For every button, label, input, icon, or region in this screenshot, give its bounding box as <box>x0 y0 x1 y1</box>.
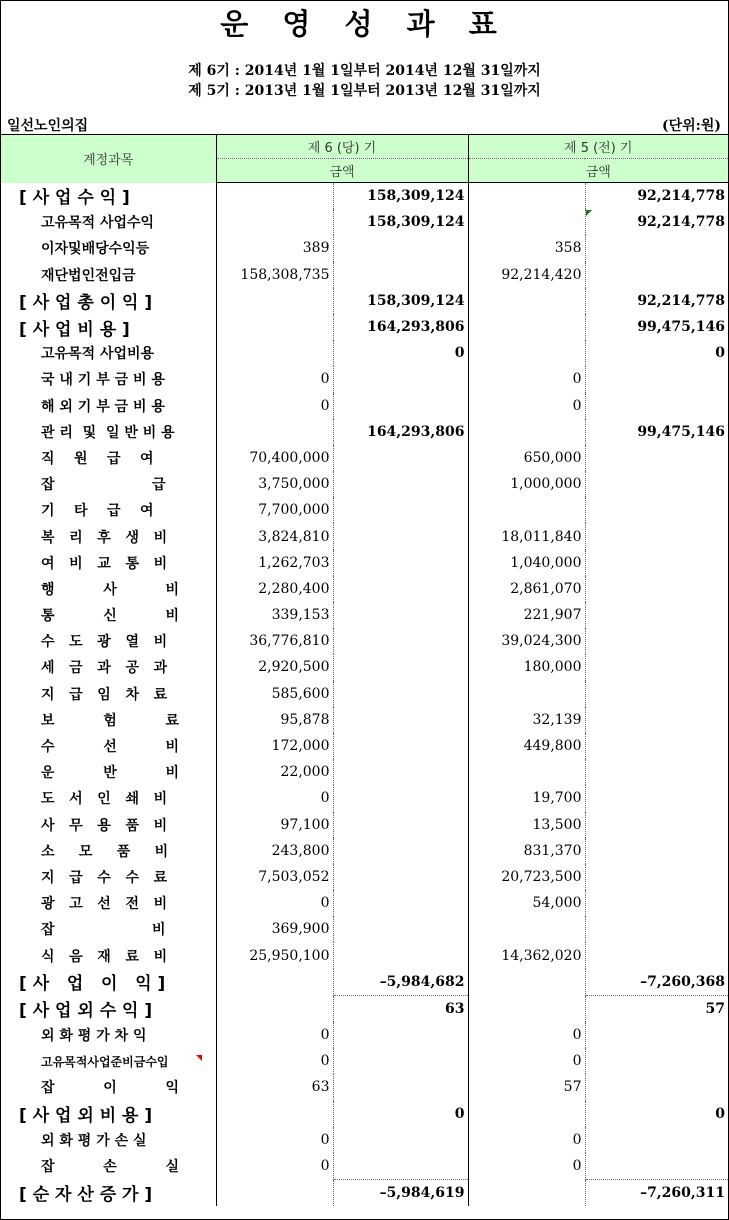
current-total-amount <box>333 262 468 288</box>
prior-total-amount <box>585 707 728 733</box>
current-total-amount <box>333 576 468 602</box>
account-label: 복 리 후 생 비 <box>41 529 168 546</box>
current-total-amount <box>333 1127 468 1153</box>
account-label: 사 무 용 품 비 <box>41 817 168 834</box>
account-label: 지 급 임 차 료 <box>41 686 168 703</box>
current-total-amount <box>333 1153 468 1180</box>
current-detail-amount <box>216 419 333 445</box>
account-label: 식 음 재 료 비 <box>41 948 168 965</box>
prior-detail-amount: 0 <box>468 393 585 419</box>
account-label: 고유목적사업준비금수입 <box>41 1054 169 1069</box>
prior-total-amount <box>585 393 728 419</box>
table-row <box>1 393 728 419</box>
prior-total-amount <box>585 890 728 916</box>
current-total-amount <box>333 916 468 942</box>
table-row <box>1 497 728 523</box>
table-row <box>1 183 728 210</box>
table-row <box>1 628 728 654</box>
account-label: 외 화 평 가 차 익 <box>41 1028 147 1045</box>
prior-detail-amount <box>468 419 585 445</box>
current-detail-amount <box>216 1101 333 1127</box>
current-total-amount <box>333 785 468 811</box>
account-label: 수 선 비 <box>41 739 180 756</box>
prior-total-amount <box>585 1048 728 1074</box>
prior-detail-amount: 650,000 <box>468 445 585 471</box>
prior-total-amount <box>585 523 728 549</box>
prior-detail-amount <box>468 288 585 314</box>
account-label: 소 모 품 비 <box>41 843 169 860</box>
prior-total-amount <box>585 733 728 759</box>
table-row <box>1 445 728 471</box>
period-prior: 제 5기 : 2013년 1월 1일부터 2013년 12월 31일까지 <box>188 83 541 99</box>
prior-total-amount: 92,214,778 <box>585 183 728 210</box>
current-total-amount <box>333 1074 468 1100</box>
current-total-amount <box>333 838 468 864</box>
prior-detail-amount: 20,723,500 <box>468 864 585 890</box>
prior-total-amount <box>585 602 728 628</box>
account-label: [ 순 자 산 증 가 ] <box>19 1185 153 1206</box>
prior-detail-amount <box>468 497 585 523</box>
prior-detail-amount <box>468 1101 585 1127</box>
account-label: [ 사 업 외 비 용 ] <box>19 1106 153 1127</box>
current-detail-amount: 158,308,735 <box>216 262 333 288</box>
current-total-amount <box>333 1022 468 1048</box>
current-detail-amount: 0 <box>216 785 333 811</box>
current-detail-amount: 36,776,810 <box>216 628 333 654</box>
prior-total-amount <box>585 262 728 288</box>
current-total-amount <box>333 550 468 576</box>
current-detail-amount: 585,600 <box>216 681 333 707</box>
account-label: [ 사 업 수 익 ] <box>19 188 130 209</box>
current-detail-amount <box>216 288 333 314</box>
current-detail-amount: 7,503,052 <box>216 864 333 890</box>
current-detail-amount: 25,950,100 <box>216 942 333 968</box>
prior-total-amount <box>585 681 728 707</box>
prior-total-amount <box>585 366 728 392</box>
statement-table <box>1 134 728 1206</box>
prior-total-amount <box>585 445 728 471</box>
current-detail-amount: 0 <box>216 1022 333 1048</box>
table-row <box>1 916 728 942</box>
account-label: 세 금 과 공 과 <box>41 660 168 677</box>
current-total-amount <box>333 864 468 890</box>
current-detail-amount <box>216 995 333 1022</box>
current-total-amount <box>333 812 468 838</box>
prior-total-amount <box>585 916 728 942</box>
account-column-header: 계정과목 <box>1 135 216 183</box>
prior-detail-amount: 2,861,070 <box>468 576 585 602</box>
prior-total-amount: 92,214,778 <box>585 209 728 235</box>
table-row <box>1 864 728 890</box>
current-amount-header: 금액 <box>216 159 468 183</box>
table-row <box>1 523 728 549</box>
table-row <box>1 419 728 445</box>
current-detail-amount: 339,153 <box>216 602 333 628</box>
table-row <box>1 288 728 314</box>
prior-total-amount: 92,214,778 <box>585 288 728 314</box>
prior-total-amount <box>585 235 728 261</box>
table-row <box>1 812 728 838</box>
prior-total-amount <box>585 497 728 523</box>
prior-period-header: 제 5 (전) 기 <box>468 135 728 159</box>
table-row <box>1 733 728 759</box>
account-label: 관 리 및 일 반 비 용 <box>41 424 175 441</box>
cell-comment-marker <box>586 210 592 216</box>
table-row <box>1 995 728 1022</box>
table-row <box>1 1127 728 1153</box>
prior-detail-amount <box>468 681 585 707</box>
current-detail-amount: 3,750,000 <box>216 471 333 497</box>
table-row <box>1 1048 728 1074</box>
prior-detail-amount <box>468 340 585 366</box>
current-detail-amount <box>216 314 333 340</box>
prior-detail-amount: 39,024,300 <box>468 628 585 654</box>
prior-total-amount: 99,475,146 <box>585 419 728 445</box>
account-label: 통 신 비 <box>41 608 180 625</box>
prior-detail-amount <box>468 916 585 942</box>
table-row <box>1 759 728 785</box>
account-label: 고유목적 사업수익 <box>41 215 155 232</box>
account-label: 보 험 료 <box>41 712 180 729</box>
current-detail-amount: 3,824,810 <box>216 523 333 549</box>
account-label: 잡 손 실 <box>41 1159 180 1176</box>
table-row <box>1 550 728 576</box>
table-row <box>1 602 728 628</box>
table-row <box>1 681 728 707</box>
current-detail-amount: 7,700,000 <box>216 497 333 523</box>
current-detail-amount <box>216 183 333 210</box>
current-detail-amount: 97,100 <box>216 812 333 838</box>
current-detail-amount <box>216 209 333 235</box>
current-total-amount: 164,293,806 <box>333 419 468 445</box>
prior-detail-amount <box>468 995 585 1022</box>
account-label: 지 급 수 수 료 <box>41 869 168 886</box>
table-row <box>1 1022 728 1048</box>
current-total-amount <box>333 1048 468 1074</box>
current-total-amount: –5,984,682 <box>333 969 468 996</box>
current-detail-amount: 95,878 <box>216 707 333 733</box>
prior-total-amount <box>585 1153 728 1180</box>
account-label: 직 원 급 여 <box>41 450 154 467</box>
account-label: 운 반 비 <box>41 765 180 782</box>
current-total-amount <box>333 628 468 654</box>
account-label: 행 사 비 <box>41 581 180 598</box>
current-total-amount <box>333 942 468 968</box>
account-label: 잡 비 <box>41 922 166 939</box>
current-total-amount <box>333 654 468 680</box>
current-total-amount: 0 <box>333 1101 468 1127</box>
current-total-amount <box>333 890 468 916</box>
current-detail-amount: 243,800 <box>216 838 333 864</box>
account-label: 여 비 교 통 비 <box>41 555 168 572</box>
prior-detail-amount <box>468 209 585 235</box>
prior-detail-amount: 1,040,000 <box>468 550 585 576</box>
prior-total-amount <box>585 576 728 602</box>
table-row <box>1 235 728 261</box>
prior-detail-amount <box>468 759 585 785</box>
account-label: [ 사 업 비 용 ] <box>19 319 130 340</box>
current-total-amount <box>333 733 468 759</box>
prior-detail-amount: 18,011,840 <box>468 523 585 549</box>
account-label: 재단법인전입금 <box>41 267 136 284</box>
account-label: 고유목적 사업비용 <box>41 346 155 363</box>
account-label: 이자및배당수익등 <box>41 241 150 258</box>
prior-total-amount: 0 <box>585 1101 728 1127</box>
account-label: 광 고 선 전 비 <box>41 896 168 913</box>
current-detail-amount: 0 <box>216 1127 333 1153</box>
current-total-amount <box>333 445 468 471</box>
current-total-amount: 164,293,806 <box>333 314 468 340</box>
prior-total-amount <box>585 654 728 680</box>
account-label: 국 내 기 부 금 비 용 <box>41 372 165 389</box>
prior-detail-amount: 0 <box>468 1127 585 1153</box>
table-row <box>1 340 728 366</box>
current-detail-amount: 0 <box>216 393 333 419</box>
current-total-amount: 158,309,124 <box>333 288 468 314</box>
prior-total-amount <box>585 550 728 576</box>
prior-total-amount: 57 <box>585 995 728 1022</box>
prior-detail-amount <box>468 183 585 210</box>
current-total-amount: 0 <box>333 340 468 366</box>
table-row <box>1 890 728 916</box>
account-label: [ 사 업 이 익 ] <box>19 974 166 995</box>
prior-detail-amount: 92,214,420 <box>468 262 585 288</box>
current-total-amount <box>333 366 468 392</box>
prior-detail-amount <box>468 1180 585 1207</box>
account-label: 수 도 광 열 비 <box>41 634 168 651</box>
table-row <box>1 471 728 497</box>
table-row <box>1 1101 728 1127</box>
prior-total-amount: 99,475,146 <box>585 314 728 340</box>
current-detail-amount: 63 <box>216 1074 333 1100</box>
prior-detail-amount: 14,362,020 <box>468 942 585 968</box>
prior-detail-amount: 0 <box>468 1048 585 1074</box>
prior-detail-amount: 221,907 <box>468 602 585 628</box>
table-row <box>1 969 728 996</box>
account-label: 도 서 인 쇄 비 <box>41 791 168 808</box>
current-total-amount <box>333 759 468 785</box>
current-detail-amount <box>216 969 333 996</box>
account-label: 해 외 기 부 금 비 용 <box>41 398 165 415</box>
table-row <box>1 1153 728 1180</box>
current-total-amount <box>333 471 468 497</box>
prior-total-amount: 0 <box>585 340 728 366</box>
prior-total-amount <box>585 1022 728 1048</box>
current-total-amount <box>333 497 468 523</box>
current-total-amount <box>333 602 468 628</box>
table-row <box>1 654 728 680</box>
current-total-amount <box>333 707 468 733</box>
unit-label: (단위:원) <box>662 118 721 134</box>
current-detail-amount: 2,280,400 <box>216 576 333 602</box>
prior-total-amount <box>585 812 728 838</box>
prior-total-amount <box>585 759 728 785</box>
prior-total-amount: –7,260,311 <box>585 1180 728 1207</box>
current-total-amount: 158,309,124 <box>333 209 468 235</box>
prior-detail-amount <box>468 969 585 996</box>
current-detail-amount: 0 <box>216 890 333 916</box>
prior-total-amount <box>585 785 728 811</box>
table-row <box>1 576 728 602</box>
current-detail-amount: 172,000 <box>216 733 333 759</box>
prior-detail-amount: 0 <box>468 1153 585 1180</box>
current-detail-amount: 369,900 <box>216 916 333 942</box>
prior-total-amount <box>585 1127 728 1153</box>
current-total-amount <box>333 235 468 261</box>
table-row <box>1 366 728 392</box>
current-detail-amount: 70,400,000 <box>216 445 333 471</box>
account-label: 잡 급 <box>41 477 166 494</box>
table-row <box>1 314 728 340</box>
current-detail-amount: 0 <box>216 1048 333 1074</box>
current-total-amount: 63 <box>333 995 468 1022</box>
prior-detail-amount: 19,700 <box>468 785 585 811</box>
account-label: [ 사 업 외 수 익 ] <box>19 1001 153 1022</box>
account-label: 외 화 평 가 손 실 <box>41 1132 147 1149</box>
prior-detail-amount: 831,370 <box>468 838 585 864</box>
prior-detail-amount: 449,800 <box>468 733 585 759</box>
current-detail-amount: 2,920,500 <box>216 654 333 680</box>
cell-comment-marker <box>196 1055 202 1061</box>
current-detail-amount: 389 <box>216 235 333 261</box>
prior-detail-amount: 180,000 <box>468 654 585 680</box>
current-total-amount <box>333 681 468 707</box>
prior-detail-amount: 0 <box>468 1022 585 1048</box>
prior-detail-amount: 358 <box>468 235 585 261</box>
prior-amount-header: 금액 <box>468 159 728 183</box>
current-total-amount <box>333 523 468 549</box>
prior-detail-amount: 54,000 <box>468 890 585 916</box>
prior-detail-amount: 32,139 <box>468 707 585 733</box>
prior-total-amount: –7,260,368 <box>585 969 728 996</box>
table-row <box>1 942 728 968</box>
current-detail-amount <box>216 340 333 366</box>
account-label: [ 사 업 총 이 익 ] <box>19 293 153 314</box>
prior-total-amount <box>585 864 728 890</box>
prior-detail-amount <box>468 314 585 340</box>
organization-name: 일선노인의집 <box>7 118 89 134</box>
current-detail-amount: 1,262,703 <box>216 550 333 576</box>
current-detail-amount: 0 <box>216 1153 333 1180</box>
prior-detail-amount: 13,500 <box>468 812 585 838</box>
table-row <box>1 707 728 733</box>
table-row <box>1 1180 728 1207</box>
prior-total-amount <box>585 942 728 968</box>
current-total-amount: 158,309,124 <box>333 183 468 210</box>
current-total-amount <box>333 393 468 419</box>
table-row <box>1 838 728 864</box>
period-current: 제 6기 : 2014년 1월 1일부터 2014년 12월 31일까지 <box>188 63 541 79</box>
table-row <box>1 1074 728 1100</box>
table-row <box>1 209 728 235</box>
page-title: 운 영 성 과 표 <box>220 7 509 41</box>
table-row <box>1 785 728 811</box>
prior-total-amount <box>585 628 728 654</box>
current-detail-amount: 0 <box>216 366 333 392</box>
prior-total-amount <box>585 1074 728 1100</box>
account-label: 잡 이 익 <box>41 1080 180 1097</box>
prior-total-amount <box>585 838 728 864</box>
current-detail-amount <box>216 1180 333 1207</box>
prior-detail-amount: 57 <box>468 1074 585 1100</box>
current-total-amount: –5,984,619 <box>333 1180 468 1207</box>
table-row <box>1 262 728 288</box>
current-period-header: 제 6 (당) 기 <box>216 135 468 159</box>
current-detail-amount: 22,000 <box>216 759 333 785</box>
prior-detail-amount: 1,000,000 <box>468 471 585 497</box>
prior-detail-amount: 0 <box>468 366 585 392</box>
prior-total-amount <box>585 471 728 497</box>
account-label: 기 타 급 여 <box>41 503 154 520</box>
